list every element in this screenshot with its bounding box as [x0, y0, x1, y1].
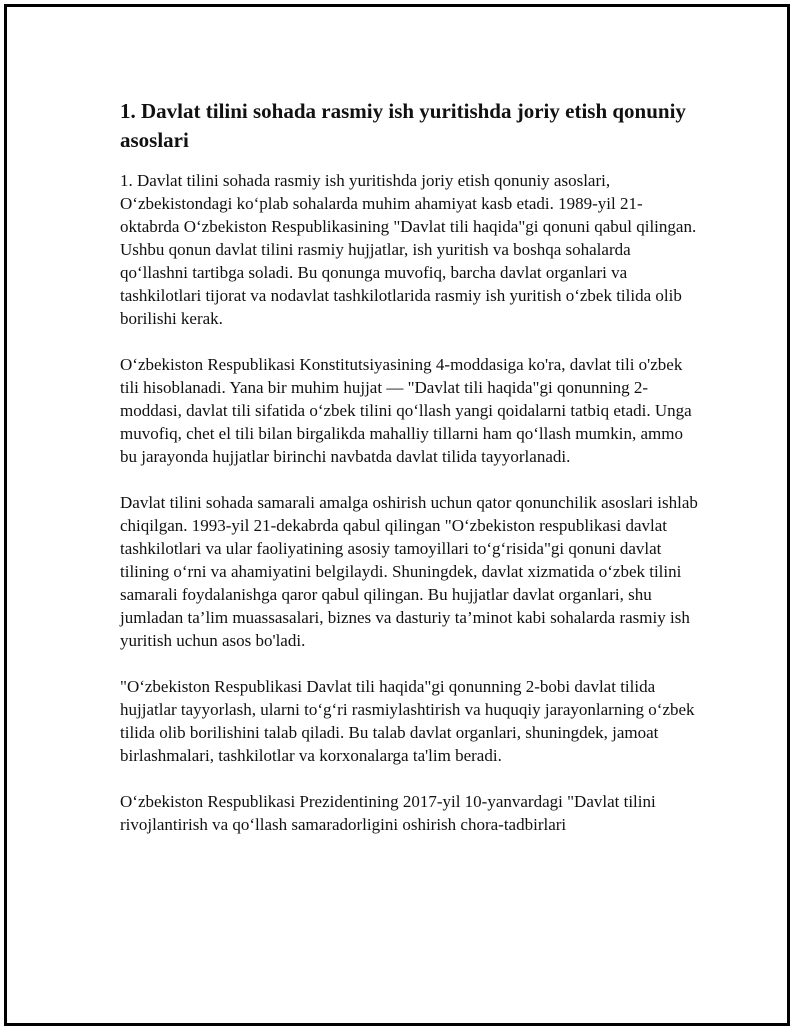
paragraph-5: O‘zbekiston Respublikasi Prezidentining 2017-yil 10-yanvardagi "Davlat tilini rivojlantirish va qo‘llash samaradorligini oshirish chora-tadbirlari	[120, 792, 656, 834]
paragraph-1: 1. Davlat tilini sohada rasmiy ish yuritishda joriy etish qonuniy asoslari, O‘zbekistondagi ko‘plab sohalarda muhim ahamiyat kasb etadi. 1989-yil 21-oktabrda O‘zbekiston Respublikasining "Davlat tili haqida"gi qonuni qabul qilingan. Ushbu qonun davlat tilini rasmiy hujjatlar, ish yuritish va boshqa sohalarda qo‘llashni tartibga soladi. Bu qonunga muvofiq, barcha davlat organlari va tashkilotlari tijorat va nodavlat tashkilotlarida rasmiy ish yuritish o‘zbek tilida olib borilishi kerak.	[120, 171, 697, 328]
paragraph-3: Davlat tilini sohada samarali amalga oshirish uchun qator qonunchilik asoslari ishlab chiqilgan. 1993-yil 21-dekabrda qabul qilingan "O‘zbekiston respublikasi davlat tashkilotlari va ular faoliyatining asosiy tamoyillari to‘g‘risida"gi qonuni davlat tilining o‘rni va ahamiyatini belgilaydi. Shuningdek, davlat xizmatida o‘zbek tilini samarali foydalanishga qaror qabul qilingan. Bu hujjatlar davlat organlari, shu jumladan ta’lim muassasalari, biznes va dasturiy ta’minot kabi sohalarda rasmiy ish yuritish uchun asos bo'ladi.	[120, 493, 698, 650]
paragraph-2: O‘zbekiston Respublikasi Konstitutsiyasining 4-moddasiga ko'ra, davlat tili o'zbek tili hisoblanadi. Yana bir muhim hujjat — "Davlat tili haqida"gi qonunning 2-moddasi, davlat tili sifatida o‘zbek tilini qo‘llash yangi qoidalarni tatbiq etadi. Unga muvofiq, chet el tili bilan birgalikda mahalliy tillarni ham qo‘llash mumkin, ammo bu jarayonda hujjatlar birinchi navbatda davlat tilida tayyorlanadi.	[120, 355, 692, 466]
document-content	[120, 97, 700, 859]
paragraph-4: "O‘zbekiston Respublikasi Davlat tili haqida"gi qonunning 2-bobi davlat tilida hujjatlar tayyorlash, ularni to‘g‘ri rasmiylashtirish va huquqiy jarayonlarning o‘zbek tilida olib borilishini talab qiladi. Bu talab davlat organlari, shuningdek, jamoat birlashmalari, tashkilotlar va korxonalarga ta'lim beradi.	[120, 677, 695, 765]
section-heading: 1. Davlat tilini sohada rasmiy ish yuritishda joriy etish qonuniy asoslari	[120, 99, 686, 152]
document-page	[4, 4, 790, 1026]
